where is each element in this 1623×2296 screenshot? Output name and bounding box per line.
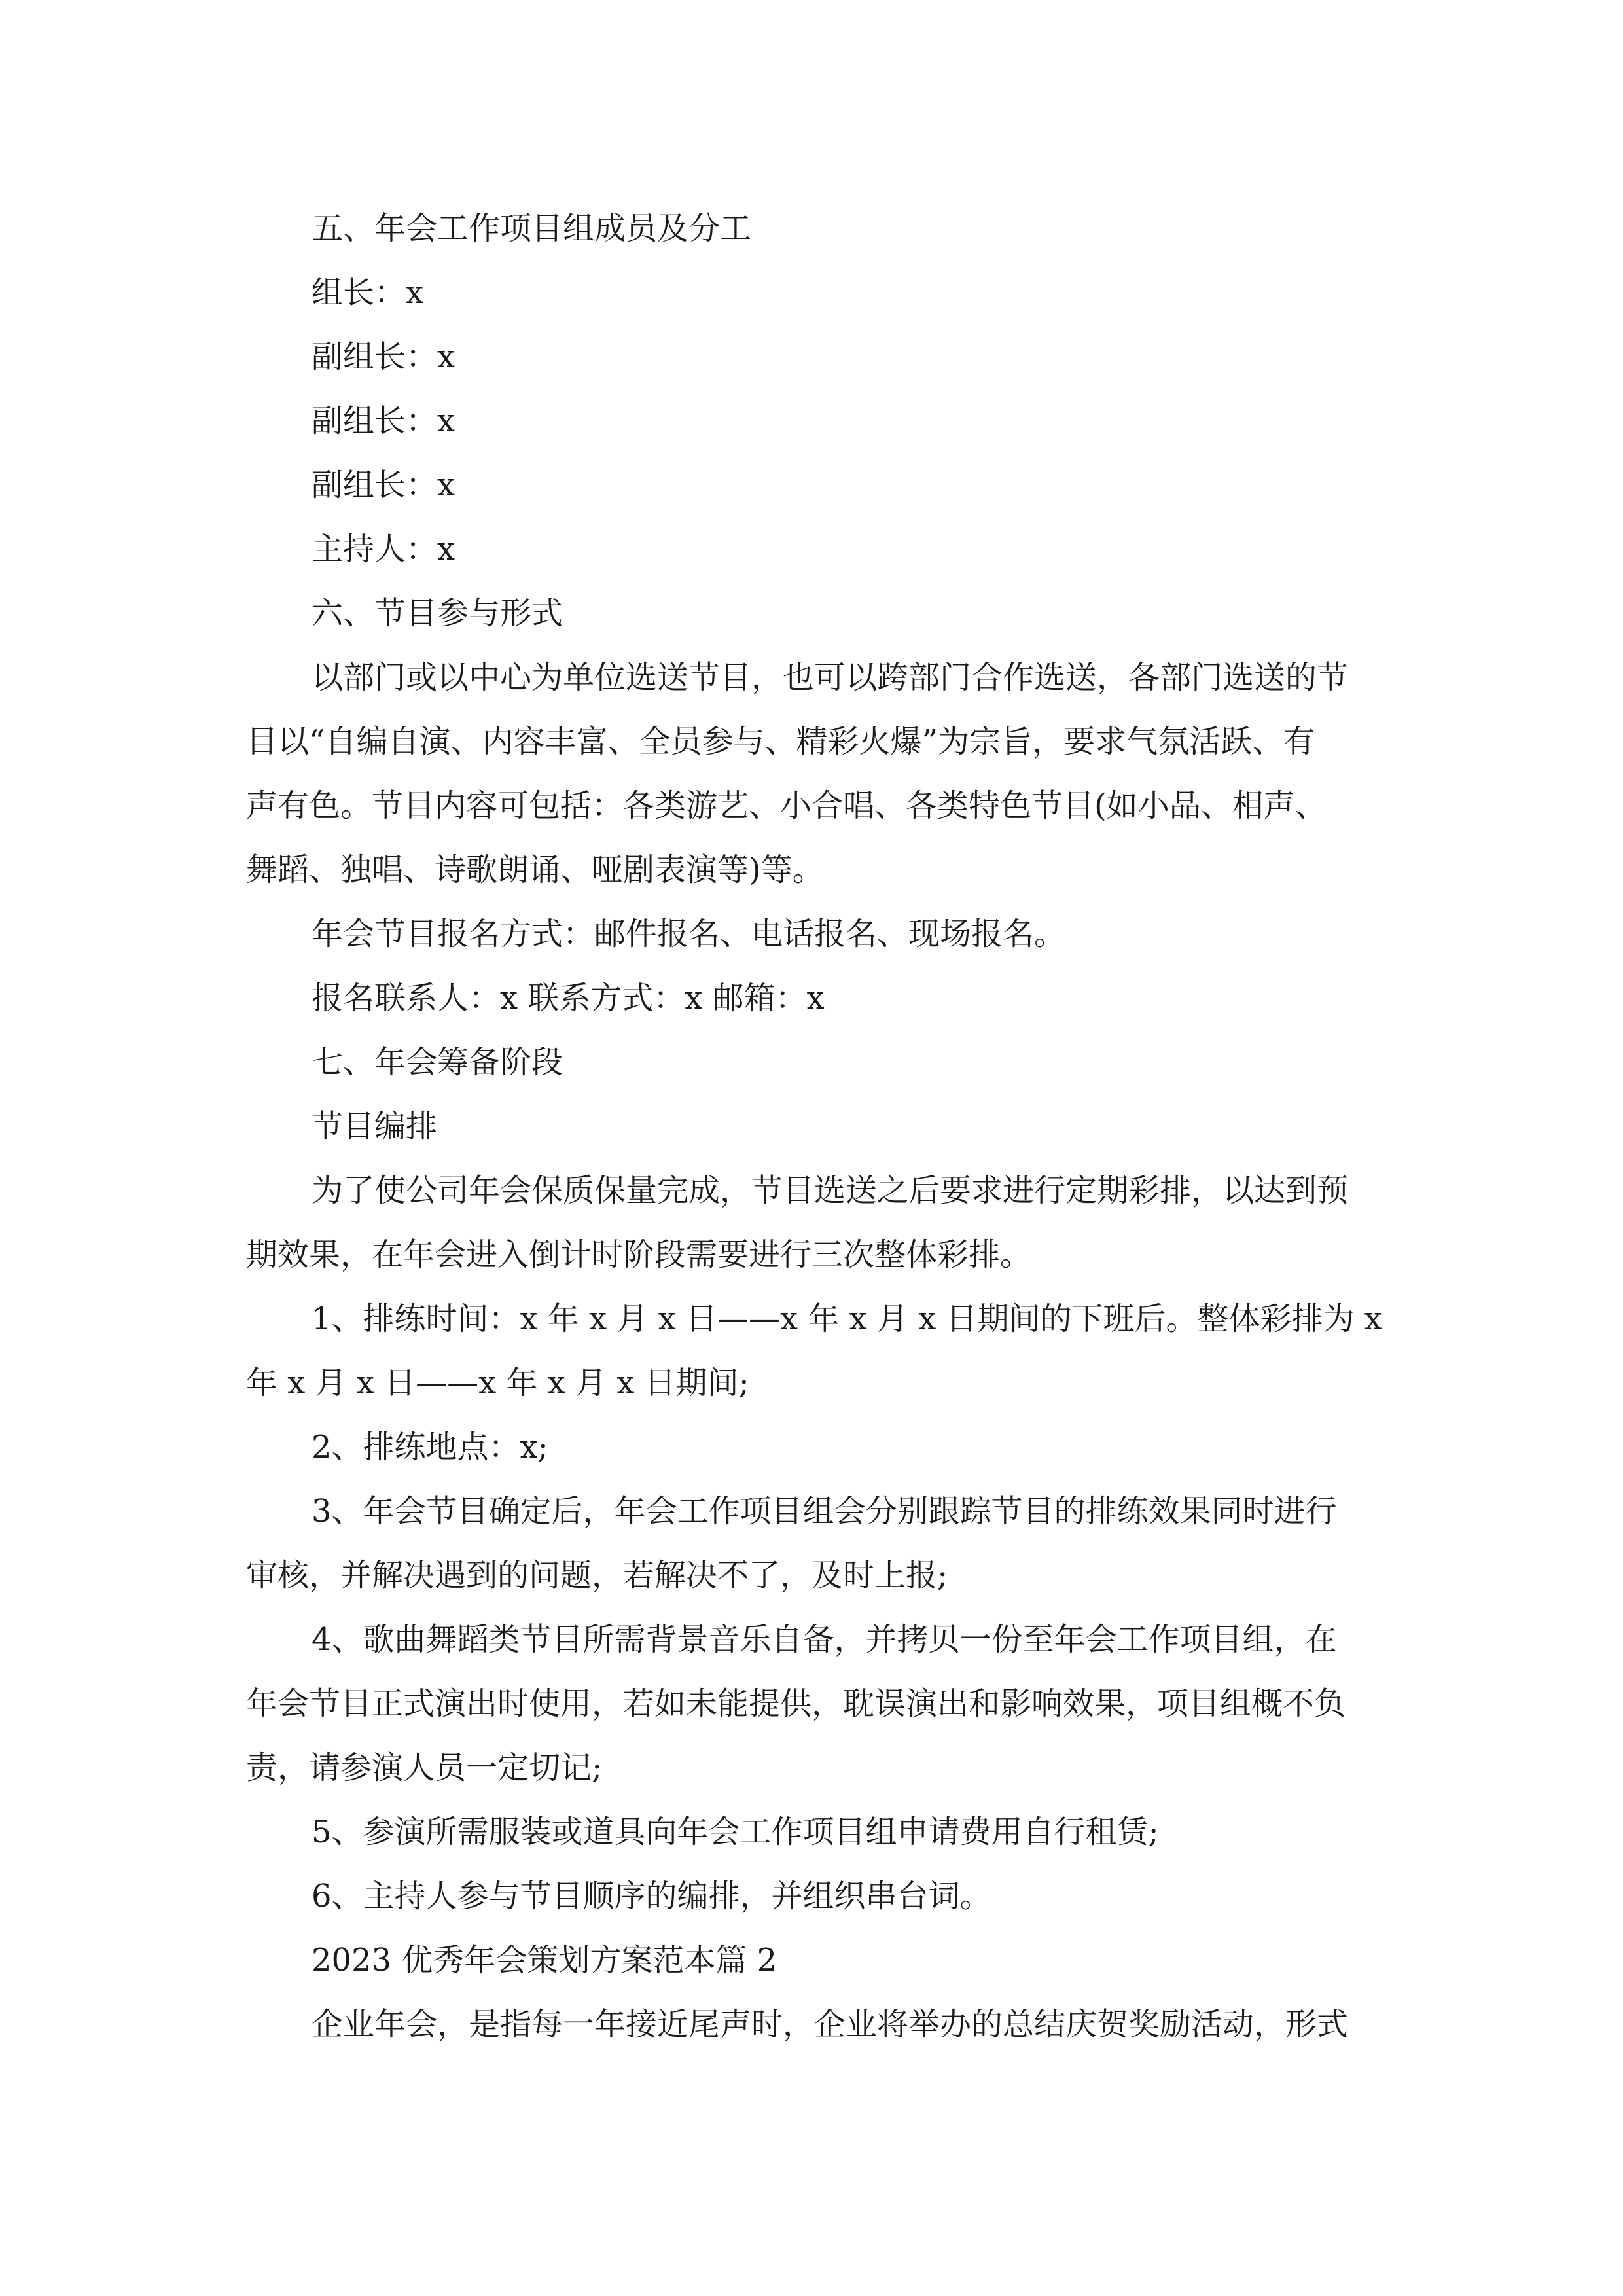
list-item-4-continued: 责，请参演人员一定切记; (246, 1749, 603, 1786)
list-item-3: 3、年会节目确定后，年会工作项目组会分别跟踪节目的排练效果同时进行 (312, 1493, 1337, 1530)
registration-method-line: 年会节目报名方式：邮件报名、电话报名、现场报名。 (312, 916, 1066, 952)
list-item-4-continued: 年会节目正式演出时使用，若如未能提供，耽误演出和影响效果，项目组概不负 (246, 1685, 1346, 1722)
paragraph-line: 声有色。节目内容可包括：各类游艺、小合唱、各类特色节目(如小品、相声、 (246, 787, 1327, 824)
paragraph-line: 企业年会，是指每一年接近尾声时，企业将举办的总结庆贺奖励活动，形式 (312, 2006, 1349, 2043)
registration-contact-line: 报名联系人：x 联系方式：x 邮箱：x (312, 980, 825, 1016)
paragraph-line: 以部门或以中心为单位选送节目，也可以跨部门合作选送，各部门选送的节 (312, 659, 1349, 696)
list-item-1-continued: 年 x 月 x 日——x 年 x 月 x 日期间; (246, 1365, 749, 1401)
paragraph-line: 目以“自编自演、内容丰富、全员参与、精彩火爆”为宗旨，要求气氛活跃、有 (246, 723, 1315, 760)
deputy-leader-line: 副组长：x (312, 338, 455, 375)
paragraph-line: 舞蹈、独唱、诗歌朗诵、哑剧表演等)等。 (246, 852, 824, 888)
list-item-1: 1、排练时间：x 年 x 月 x 日——x 年 x 月 x 日期间的下班后。整体彩排为 x (312, 1300, 1382, 1337)
paragraph-line: 为了使公司年会保质保量完成，节目选送之后要求进行定期彩排，以达到预 (312, 1172, 1349, 1209)
list-item-3-continued: 审核，并解决遇到的问题，若解决不了，及时上报; (246, 1557, 948, 1594)
host-line: 主持人：x (312, 531, 455, 567)
list-item-6: 6、主持人参与节目顺序的编排，并组织串台词。 (312, 1878, 991, 1914)
document-body (246, 196, 1382, 2056)
team-leader-line: 组长：x (312, 274, 424, 311)
list-item-5: 5、参演所需服装或道具向年会工作项目组申请费用自行租赁; (312, 1814, 1159, 1850)
deputy-leader-line: 副组长：x (312, 403, 455, 439)
section-heading-6: 六、节目参与形式 (312, 595, 563, 632)
article-title-part-2: 2023 优秀年会策划方案范本篇 2 (312, 1942, 777, 1979)
list-item-4: 4、歌曲舞蹈类节目所需背景音乐自备，并拷贝一份至年会工作项目组，在 (312, 1621, 1337, 1658)
paragraph-line: 期效果，在年会进入倒计时阶段需要进行三次整体彩排。 (246, 1236, 1032, 1273)
section-heading-7: 七、年会筹备阶段 (312, 1044, 563, 1081)
list-item-2: 2、排练地点：x; (312, 1429, 548, 1465)
deputy-leader-line: 副组长：x (312, 467, 455, 503)
section-heading-5: 五、年会工作项目组成员及分工 (312, 210, 752, 247)
subheading-program-arrangement: 节目编排 (312, 1108, 438, 1145)
